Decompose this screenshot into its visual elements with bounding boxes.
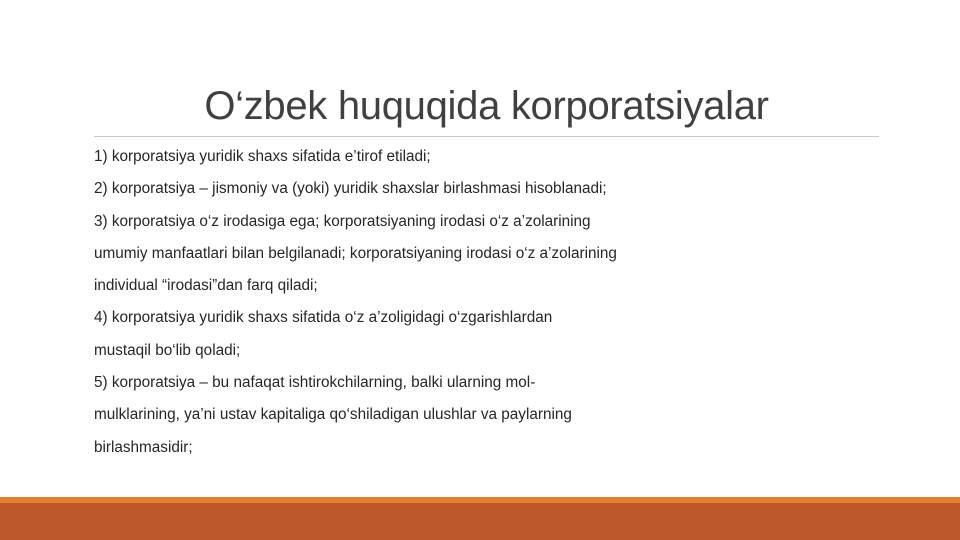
body-line: individual “irodasi”dan farq qiladi; — [94, 277, 318, 295]
footer-band — [0, 503, 960, 540]
body-line: 3) korporatsiya o‘z irodasiga ega; korporatsiyaning irodasi o‘z a’zolarining — [94, 212, 591, 230]
body-line: umumiy manfaatlari bilan belgilanadi; korporatsiyaning irodasi o‘z a’zolarining — [94, 244, 617, 262]
body-line: birlashmasidir; — [94, 438, 193, 456]
body-line: 5) korporatsiya – bu nafaqat ishtirokchilarning, balki ularning mol- — [94, 374, 536, 392]
body-line: 1) korporatsiya yuridik shaxs sifatida e’tirof etiladi; — [94, 148, 431, 165]
slide-title: O‘zbek huquqida korporatsiyalar — [204, 84, 769, 128]
body-line: mulklarining, ya’ni ustav kapitaliga qo‘shiladigan ulushlar va paylarning — [94, 406, 572, 424]
body-line: 2) korporatsiya – jismoniy va (yoki) yuridik shaxslar birlashmasi hisoblanadi; — [94, 180, 607, 198]
slide-body — [94, 143, 874, 466]
title-divider — [94, 136, 879, 137]
body-line: 4) korporatsiya yuridik shaxs sifatida o‘z a’zoligidagi o‘zgarishlardan — [94, 309, 553, 327]
body-line: mustaqil bo‘lib qoladi; — [94, 341, 241, 359]
